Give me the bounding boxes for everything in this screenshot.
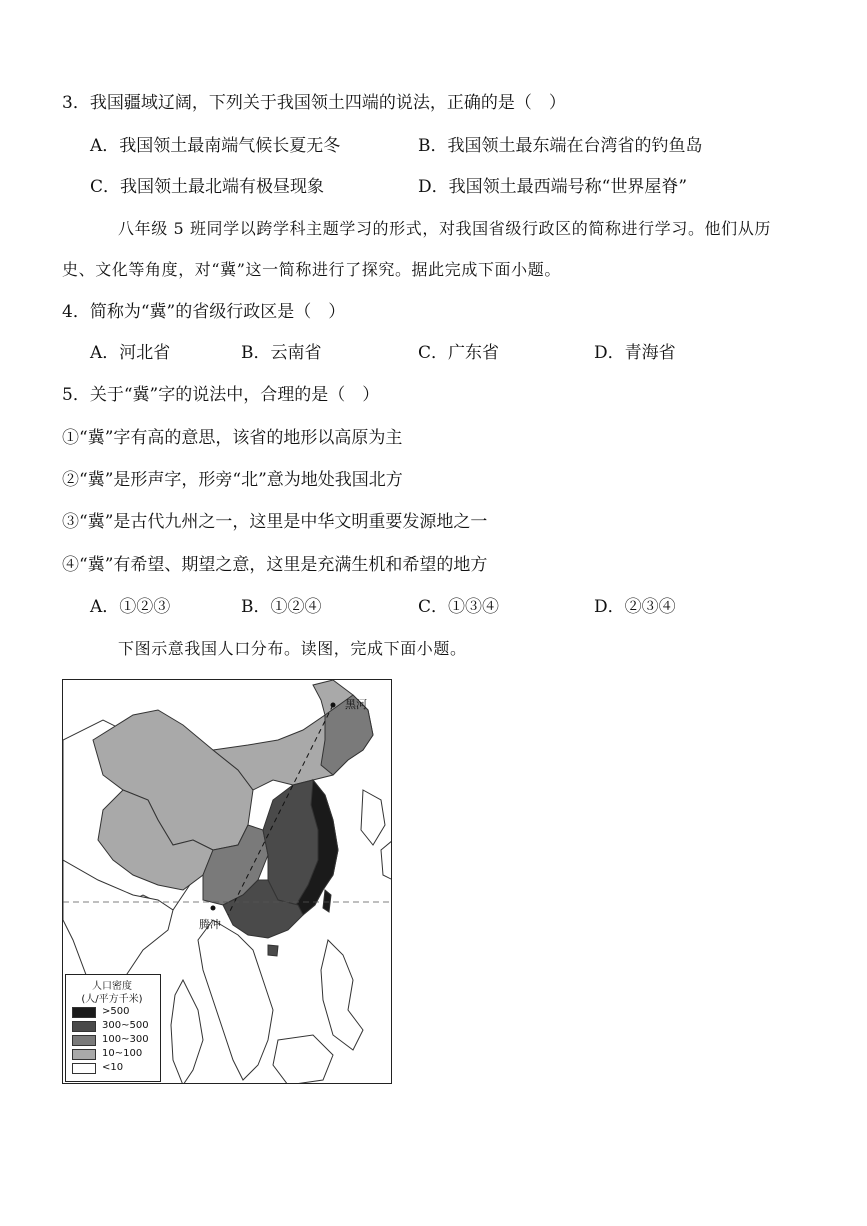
- q5-statement-3: ③“冀”是古代九州之一，这里是中华文明重要发源地之一: [62, 512, 488, 532]
- intro-paragraph-line1: 八年级 5 班同学以跨学科主题学习的形式，对我国省级行政区的简称进行学习。他们从历: [118, 219, 771, 238]
- legend-swatch: [72, 1035, 96, 1046]
- taiwan-island: [323, 890, 331, 912]
- tengchong-dot: [211, 906, 216, 911]
- korea-japan: [361, 790, 392, 880]
- q5-option-d[interactable]: D．②③④: [594, 597, 676, 617]
- q5-statement-4: ④“冀”有希望、期望之意，这里是充满生机和希望的地方: [62, 555, 488, 575]
- legend-swatch: [72, 1049, 96, 1060]
- heihe-label: 黑河: [345, 698, 367, 711]
- borneo: [273, 1035, 333, 1084]
- southeast-asia: [198, 920, 273, 1080]
- legend-swatch: [72, 1021, 96, 1032]
- q4-option-a[interactable]: A．河北省: [90, 343, 171, 363]
- heihe-dot: [331, 703, 336, 708]
- tengchong-label: 腾冲: [199, 918, 221, 931]
- philippines: [321, 940, 363, 1050]
- map-intro-text: 下图示意我国人口分布。读图，完成下面小题。: [118, 639, 467, 658]
- legend-title: 人口密度: [92, 981, 132, 992]
- legend-swatch: [72, 1063, 96, 1074]
- q3-option-b[interactable]: B．我国领土最东端在台湾省的钓鱼岛: [418, 136, 703, 156]
- legend-label: 10~100: [102, 1048, 143, 1059]
- intro-paragraph-line2: 史、文化等角度，对“冀”这一简称进行了探究。据此完成下面小题。: [62, 260, 561, 279]
- legend-label: >500: [102, 1006, 130, 1017]
- q4-stem: 4．简称为“冀”的省级行政区是（ ）: [62, 302, 346, 322]
- hainan-island: [268, 945, 278, 956]
- legend-swatch: [72, 1007, 96, 1018]
- legend-label: <10: [102, 1062, 124, 1073]
- legend-label: 100~300: [102, 1034, 149, 1045]
- population-density-map: [62, 679, 392, 1084]
- map-legend: [65, 974, 161, 1082]
- q4-option-b[interactable]: B．云南省: [241, 343, 322, 363]
- q4-option-c[interactable]: C．广东省: [418, 343, 500, 363]
- q5-option-b[interactable]: B．①②④: [241, 597, 322, 617]
- legend-unit: (人/平方千米): [81, 994, 143, 1005]
- q5-option-a[interactable]: A．①②③: [90, 597, 171, 617]
- q5-stem: 5．关于“冀”字的说法中，合理的是（ ）: [62, 385, 380, 405]
- q3-stem: 3．我国疆域辽阔，下列关于我国领土四端的说法，正确的是（ ）: [62, 93, 566, 113]
- q3-option-c[interactable]: C．我国领土最北端有极昼现象: [90, 177, 325, 197]
- q5-option-c[interactable]: C．①③④: [418, 597, 500, 617]
- q5-statement-2: ②“冀”是形声字，形旁“北”意为地处我国北方: [62, 470, 403, 490]
- q3-option-a[interactable]: A．我国领土最南端气候长夏无冬: [90, 136, 341, 156]
- q5-statement-1: ①“冀”字有高的意思，该省的地形以高原为主: [62, 428, 403, 448]
- q3-option-d[interactable]: D．我国领土最西端号称“世界屋脊”: [418, 177, 688, 197]
- q4-option-d[interactable]: D．青海省: [594, 343, 676, 363]
- malay-peninsula: [171, 980, 203, 1084]
- legend-label: 300~500: [102, 1020, 149, 1031]
